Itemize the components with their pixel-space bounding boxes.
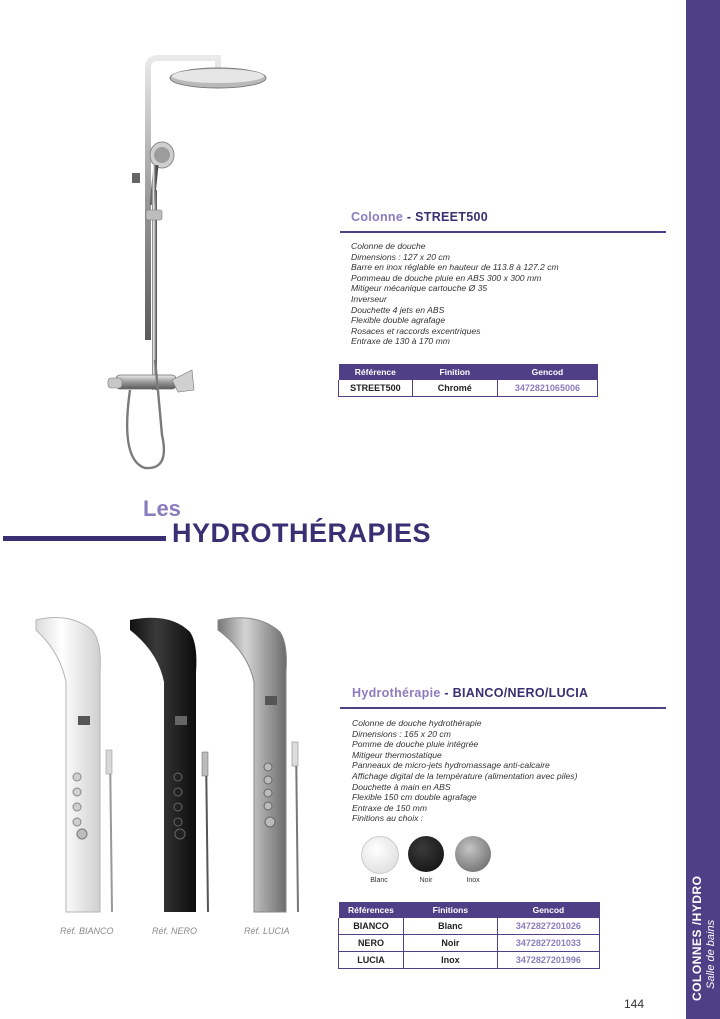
page-number: 144 xyxy=(624,997,645,1011)
swatch-label-inox: Inox xyxy=(466,877,480,884)
product2-desc-line: Mitigeur thermostatique xyxy=(352,749,442,760)
product2-title-name: BIANCO/NERO/LUCIA xyxy=(452,686,589,700)
product1-desc-line: Colonne de douche xyxy=(351,241,426,251)
table-cell-finish: Chromé xyxy=(412,380,497,397)
swatch-label-blanc: Blanc xyxy=(370,877,388,884)
table-cell-finish: Inox xyxy=(403,952,497,969)
product2-desc-line: Panneaux de micro-jets hydromassage anti-calcaire xyxy=(352,760,550,771)
product2-desc-line: Pomme de douche pluie intégrée xyxy=(352,739,479,750)
table-row xyxy=(339,952,600,969)
table-header-row xyxy=(339,902,600,918)
table-cell-reference: NERO xyxy=(339,935,404,952)
table-cell-reference: LUCIA xyxy=(339,952,404,969)
product1-title-name: STREET500 xyxy=(415,210,488,224)
product2-desc-line: Affichage digital de la température (alimentation avec piles) xyxy=(352,770,578,781)
product2-desc-line: Dimensions : 165 x 20 cm xyxy=(352,728,451,739)
table-cell-gencod: 3472827201996 xyxy=(497,952,599,969)
product2-desc-line: Entraxe de 150 mm xyxy=(352,802,427,813)
table-header-row xyxy=(339,364,598,380)
swatch-noir xyxy=(408,836,444,872)
table-cell-gencod: 3472827201033 xyxy=(497,935,599,952)
section-heading-title: HYDROTHÉRAPIES xyxy=(172,518,432,548)
section-heading-les: Les xyxy=(143,496,181,521)
table-header: Gencod xyxy=(497,902,599,918)
product2-desc-line: Colonne de douche hydrothérapie xyxy=(352,718,482,728)
product1-title-dash: - xyxy=(403,210,416,224)
table-header: Finitions xyxy=(403,902,497,918)
side-strip xyxy=(686,0,720,1019)
product2-desc-line: Douchette à main en ABS xyxy=(352,781,451,792)
table-cell-gencod: 3472827201026 xyxy=(497,918,599,935)
swatch-label-noir: Noir xyxy=(419,877,433,884)
table-header: Référence xyxy=(339,364,413,380)
caption-nero: Réf. NERO xyxy=(152,926,198,936)
table-cell-finish: Blanc xyxy=(403,918,497,935)
table-cell-finish: Noir xyxy=(403,935,497,952)
product2-table xyxy=(338,902,600,969)
product1-desc-line: Entraxe de 130 à 170 mm xyxy=(351,336,450,347)
product1-title-prefix: Colonne xyxy=(351,210,404,224)
hydrotherapy-panels-image xyxy=(30,612,330,922)
side-title: COLONNES /HYDRO xyxy=(690,875,704,1001)
caption-bianco: Réf. BIANCO xyxy=(60,926,114,936)
section-heading-bar xyxy=(3,536,166,541)
product1-desc-line: Dimensions : 127 x 20 cm xyxy=(351,251,450,262)
shower-column-image xyxy=(100,40,270,480)
table-cell-reference: STREET500 xyxy=(339,380,413,397)
product1-desc-line: Barre en inox réglable en hauteur de 113.8 à 127.2 cm xyxy=(351,262,559,273)
swatch-inox xyxy=(455,836,491,872)
product1-desc-line: Rosaces et raccords excentriques xyxy=(351,325,481,336)
table-header: Finition xyxy=(412,364,497,380)
table-row xyxy=(339,935,600,952)
product2-desc-line: Finitions au choix : xyxy=(352,813,424,824)
side-subtitle: Salle de bains xyxy=(705,919,717,989)
swatch-blanc xyxy=(361,836,399,874)
product1-desc-line: Pommeau de douche pluie en ABS 300 x 300 mm xyxy=(351,272,542,283)
table-header: Gencod xyxy=(497,364,597,380)
table-cell-gencod: 3472821065006 xyxy=(497,380,597,397)
caption-lucia: Réf. LUCIA xyxy=(244,926,290,936)
product1-description xyxy=(351,241,559,347)
product2-desc-line: Flexible 150 cm double agrafage xyxy=(352,792,477,803)
table-row xyxy=(339,918,600,935)
product2-title-dash: - xyxy=(440,686,453,700)
table-row xyxy=(339,380,598,397)
product2-title xyxy=(352,686,588,700)
product1-title xyxy=(351,210,488,224)
product1-rule xyxy=(340,231,666,233)
product1-desc-line: Flexible double agrafage xyxy=(351,315,446,326)
product1-desc-line: Mitigeur mécanique cartouche Ø 35 xyxy=(351,283,488,294)
table-header: Références xyxy=(339,902,404,918)
product1-desc-line: Inverseur xyxy=(351,293,387,304)
product2-description xyxy=(352,718,577,824)
table-cell-reference: BIANCO xyxy=(339,918,404,935)
product1-desc-line: Douchette 4 jets en ABS xyxy=(351,304,445,315)
product2-title-prefix: Hydrothérapie xyxy=(352,686,441,700)
product2-rule xyxy=(340,707,666,709)
product1-table xyxy=(338,364,598,397)
